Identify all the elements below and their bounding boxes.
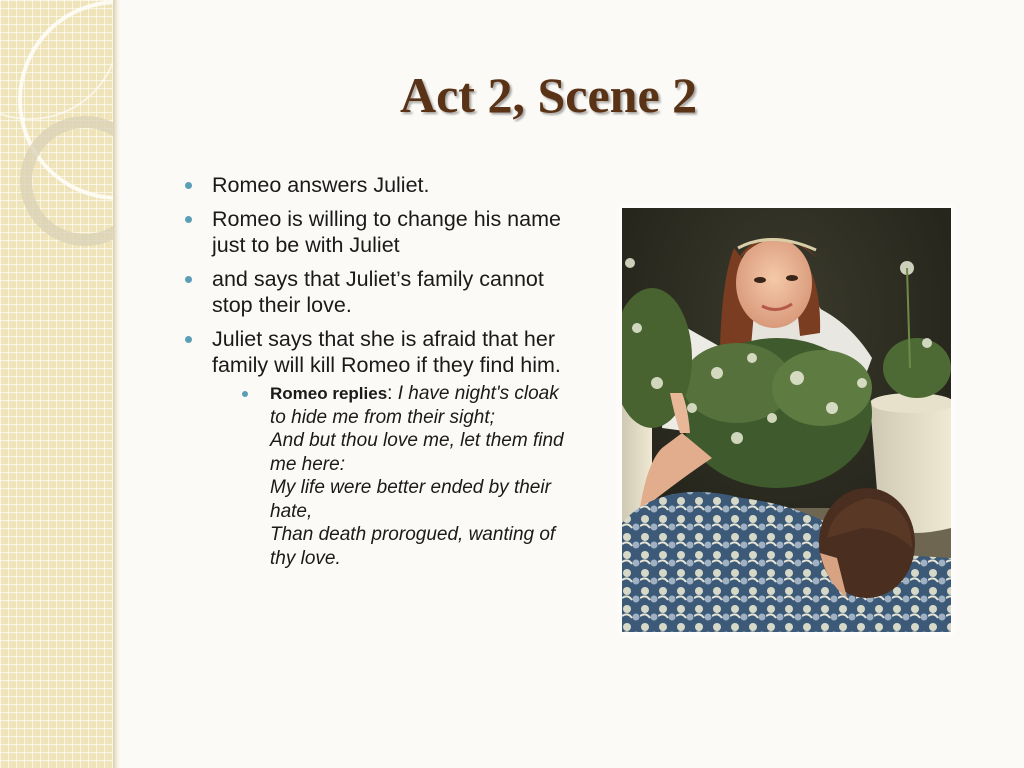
slide-content — [185, 172, 565, 578]
side-panel-edge — [113, 0, 120, 768]
speaker-separator: : — [387, 383, 398, 404]
bullet-item — [185, 266, 565, 318]
bullet-dot-icon — [185, 182, 192, 189]
bullet-dot-icon — [185, 276, 192, 283]
quote-line: My life were better ended by their hate, — [270, 477, 551, 522]
bullet-text: and says that Juliet’s family cannot stop their love. — [212, 267, 544, 317]
bullet-dot-icon — [185, 216, 192, 223]
bullet-item — [185, 326, 565, 570]
bullet-item — [185, 172, 565, 198]
bullet-dot-icon — [242, 391, 248, 397]
bullet-text: Romeo is willing to change his name just to be with Juliet — [212, 207, 561, 257]
quote-line: Than death prorogued, wanting of thy love. — [270, 524, 556, 569]
sub-bullet-item — [240, 382, 565, 570]
quote-line: I have night's cloak to hide me from their sight; — [270, 383, 559, 428]
slide-title: Act 2, Scene 2 — [400, 67, 698, 123]
bullet-item — [185, 206, 565, 258]
decorative-side-panel — [0, 0, 113, 768]
speaker-label: Romeo replies — [270, 384, 388, 403]
bullet-list — [185, 172, 565, 570]
romeo-juliet-balcony-photo — [622, 208, 951, 632]
quote-line: And but thou love me, let them find me here: — [270, 430, 564, 475]
bullet-text: Juliet says that she is afraid that her family will kill Romeo if they find him. — [212, 327, 561, 377]
bullet-dot-icon — [185, 336, 192, 343]
bullet-text: Romeo answers Juliet. — [212, 173, 430, 197]
